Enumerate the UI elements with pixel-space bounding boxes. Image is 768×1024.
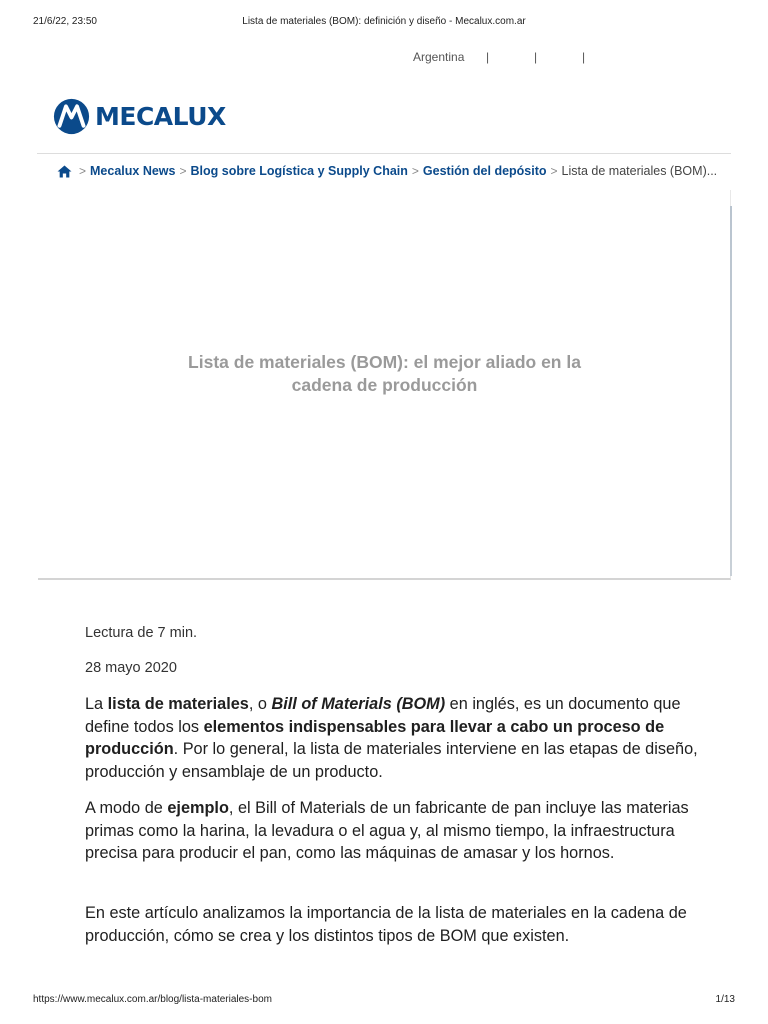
emphasis-text: Bill of Materials (BOM) (271, 695, 446, 713)
print-header (0, 16, 768, 30)
emphasis-text: lista de materiales (107, 695, 249, 713)
article-paragraph (85, 693, 700, 783)
page-number: 1/13 (715, 994, 735, 1005)
body-text: en inglés, es un documento que define todos los (85, 695, 681, 736)
article-paragraph (85, 902, 700, 947)
home-icon[interactable] (57, 165, 72, 178)
body-text: La (85, 695, 108, 713)
topbar-separator: | (582, 50, 586, 64)
print-url: https://www.mecalux.com.ar/blog/lista-materiales-bom (33, 994, 272, 1005)
article-title: Lista de materiales (BOM): el mejor aliado en la cadena de producción (188, 352, 581, 395)
print-page-title: Lista de materiales (BOM): definición y diseño - Mecalux.com.ar (242, 16, 526, 27)
breadcrumb-current: Lista de materiales (BOM)... (561, 164, 718, 178)
emphasis-text: elementos indispensables para llevar a cabo un proceso de producción (85, 717, 665, 759)
topbar-separator: | (486, 50, 490, 64)
publish-date: 28 mayo 2020 (85, 660, 177, 676)
breadcrumb-mecalux-news[interactable]: Mecalux News (90, 164, 176, 178)
breadcrumb-blog[interactable]: Blog sobre Logística y Supply Chain (190, 164, 408, 178)
article-paragraph (85, 797, 700, 865)
mecalux-logo-icon (53, 98, 90, 135)
body-text: En este artículo analizamos la importancia de la lista de materiales en la cadena de producción, cómo se crea y los distintos tipos de BOM que existen. (85, 904, 687, 945)
country-selector[interactable]: Argentina (413, 50, 465, 64)
divider (37, 153, 731, 154)
breadcrumb-gestion-deposito[interactable]: Gestión del depósito (422, 164, 547, 178)
logo-wordmark: MECALUX (95, 101, 226, 131)
body-text: . Por lo general, la lista de materiales interviene en las etapas de diseño, producción y ensamblaje de un producto. (85, 740, 698, 781)
breadcrumb-separator: > (411, 164, 419, 178)
print-date: 21/6/22, 23:50 (33, 16, 97, 27)
hero-banner (38, 190, 731, 580)
reading-time: Lectura de 7 min. (85, 625, 198, 641)
breadcrumb-separator: > (79, 164, 87, 178)
topbar-separator: | (534, 50, 538, 64)
breadcrumb (57, 163, 717, 179)
mecalux-logo[interactable] (53, 97, 226, 135)
body-text: A modo de (85, 799, 168, 817)
body-text: , el Bill of Materials de un fabricante de pan incluye las materias primas como la harina, la levadura o el agua y, al mismo tiempo, la infraestructura precisa para producir el pan, como las máquinas de amasar y los hornos. (85, 799, 689, 863)
body-text: , o (248, 695, 272, 713)
breadcrumb-separator: > (179, 164, 187, 178)
breadcrumb-separator: > (550, 164, 558, 178)
emphasis-text: ejemplo (167, 799, 229, 817)
top-bar (0, 50, 768, 66)
